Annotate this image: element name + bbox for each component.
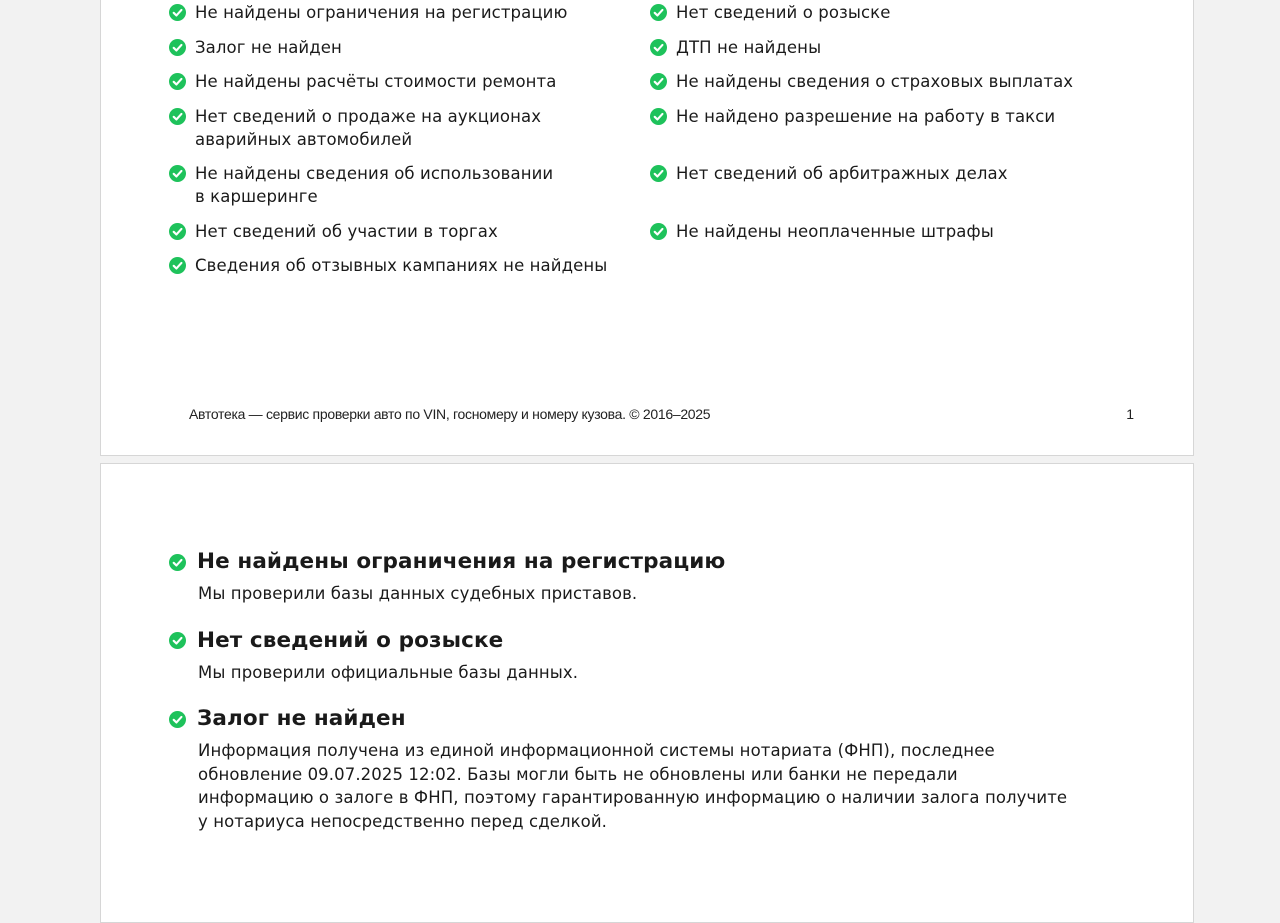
summary-item-text: Не найдены сведения об использовании в каршеринге	[195, 164, 554, 206]
summary-item	[169, 70, 639, 93]
page-number: 1	[1126, 406, 1134, 422]
detail-text: Мы проверили официальные базы данных.	[198, 662, 579, 682]
summary-item-text: Не найдены ограничения на регистрацию	[195, 3, 568, 22]
detail-header	[169, 704, 1089, 734]
detail-list	[169, 547, 1089, 853]
detail-section	[169, 704, 1089, 833]
summary-item-text: Не найдены неоплаченные штрафы	[676, 221, 994, 241]
check-circle-icon	[650, 39, 667, 56]
check-circle-icon	[650, 108, 667, 125]
footer-copyright: Автотека — сервис проверки авто по VIN, госномеру и номеру кузова. © 2016–2025	[189, 406, 711, 422]
summary-item	[169, 254, 639, 277]
check-circle-icon	[650, 223, 667, 240]
report-page-1	[100, 0, 1194, 456]
check-circle-icon	[169, 223, 186, 240]
summary-item-text: Не найдены сведения о страховых выплатах	[676, 72, 1074, 91]
check-circle-icon	[169, 108, 186, 125]
check-circle-icon	[169, 554, 186, 571]
check-circle-icon	[169, 4, 186, 21]
check-circle-icon	[650, 73, 667, 90]
summary-item	[169, 36, 639, 59]
detail-header	[169, 547, 1089, 577]
summary-item-text: Нет сведений об арбитражных делах	[676, 164, 1008, 183]
summary-column-left	[169, 1, 639, 289]
detail-section	[169, 626, 1089, 685]
summary-item-text: ДТП не найдены	[676, 37, 822, 57]
summary-item	[650, 70, 1120, 93]
summary-item	[169, 162, 639, 208]
detail-text: Мы проверили базы данных судебных приставов.	[198, 584, 638, 603]
summary-column-right	[650, 1, 1120, 254]
report-page-2	[100, 463, 1194, 923]
detail-text: Информация получена из единой информационной системы нотариата (ФНП), последнее обновление 09.07.2025 12:02. Базы могли быть не обновлены или банки не передали информацию о залоге в ФНП, поэтому гарантированную информацию о наличии залога получите у нотариуса непосредственно перед сделкой.	[198, 741, 1068, 831]
check-circle-icon	[169, 711, 186, 728]
detail-section	[169, 547, 1089, 606]
summary-item-text: Не найдены расчёты стоимости ремонта	[195, 72, 557, 91]
summary-item-text: Залог не найден	[195, 37, 342, 57]
summary-item	[650, 1, 1120, 24]
check-circle-icon	[169, 165, 186, 182]
summary-item	[169, 105, 639, 151]
summary-item	[650, 162, 1120, 185]
check-circle-icon	[169, 257, 186, 274]
detail-header	[169, 626, 1089, 656]
summary-item	[650, 36, 1120, 59]
summary-item-text: Сведения об отзывных кампаниях не найдены	[195, 256, 608, 275]
summary-item	[650, 220, 1120, 243]
check-circle-icon	[650, 165, 667, 182]
check-circle-icon	[169, 632, 186, 649]
check-circle-icon	[650, 4, 667, 21]
detail-title: Залог не найден	[197, 706, 406, 731]
summary-item	[169, 220, 639, 243]
check-circle-icon	[169, 39, 186, 56]
summary-item-text: Не найдено разрешение на работу в такси	[676, 106, 1056, 126]
summary-item	[650, 105, 1120, 128]
summary-item-text: Нет сведений о продаже на аукционах аварийных автомобилей	[195, 106, 542, 149]
summary-item	[169, 1, 639, 24]
detail-title: Нет сведений о розыске	[197, 627, 504, 653]
detail-title: Не найдены ограничения на регистрацию	[197, 549, 726, 574]
summary-item-text: Нет сведений о розыске	[676, 3, 891, 22]
summary-item-text: Нет сведений об участии в торгах	[195, 221, 498, 241]
check-circle-icon	[169, 73, 186, 90]
